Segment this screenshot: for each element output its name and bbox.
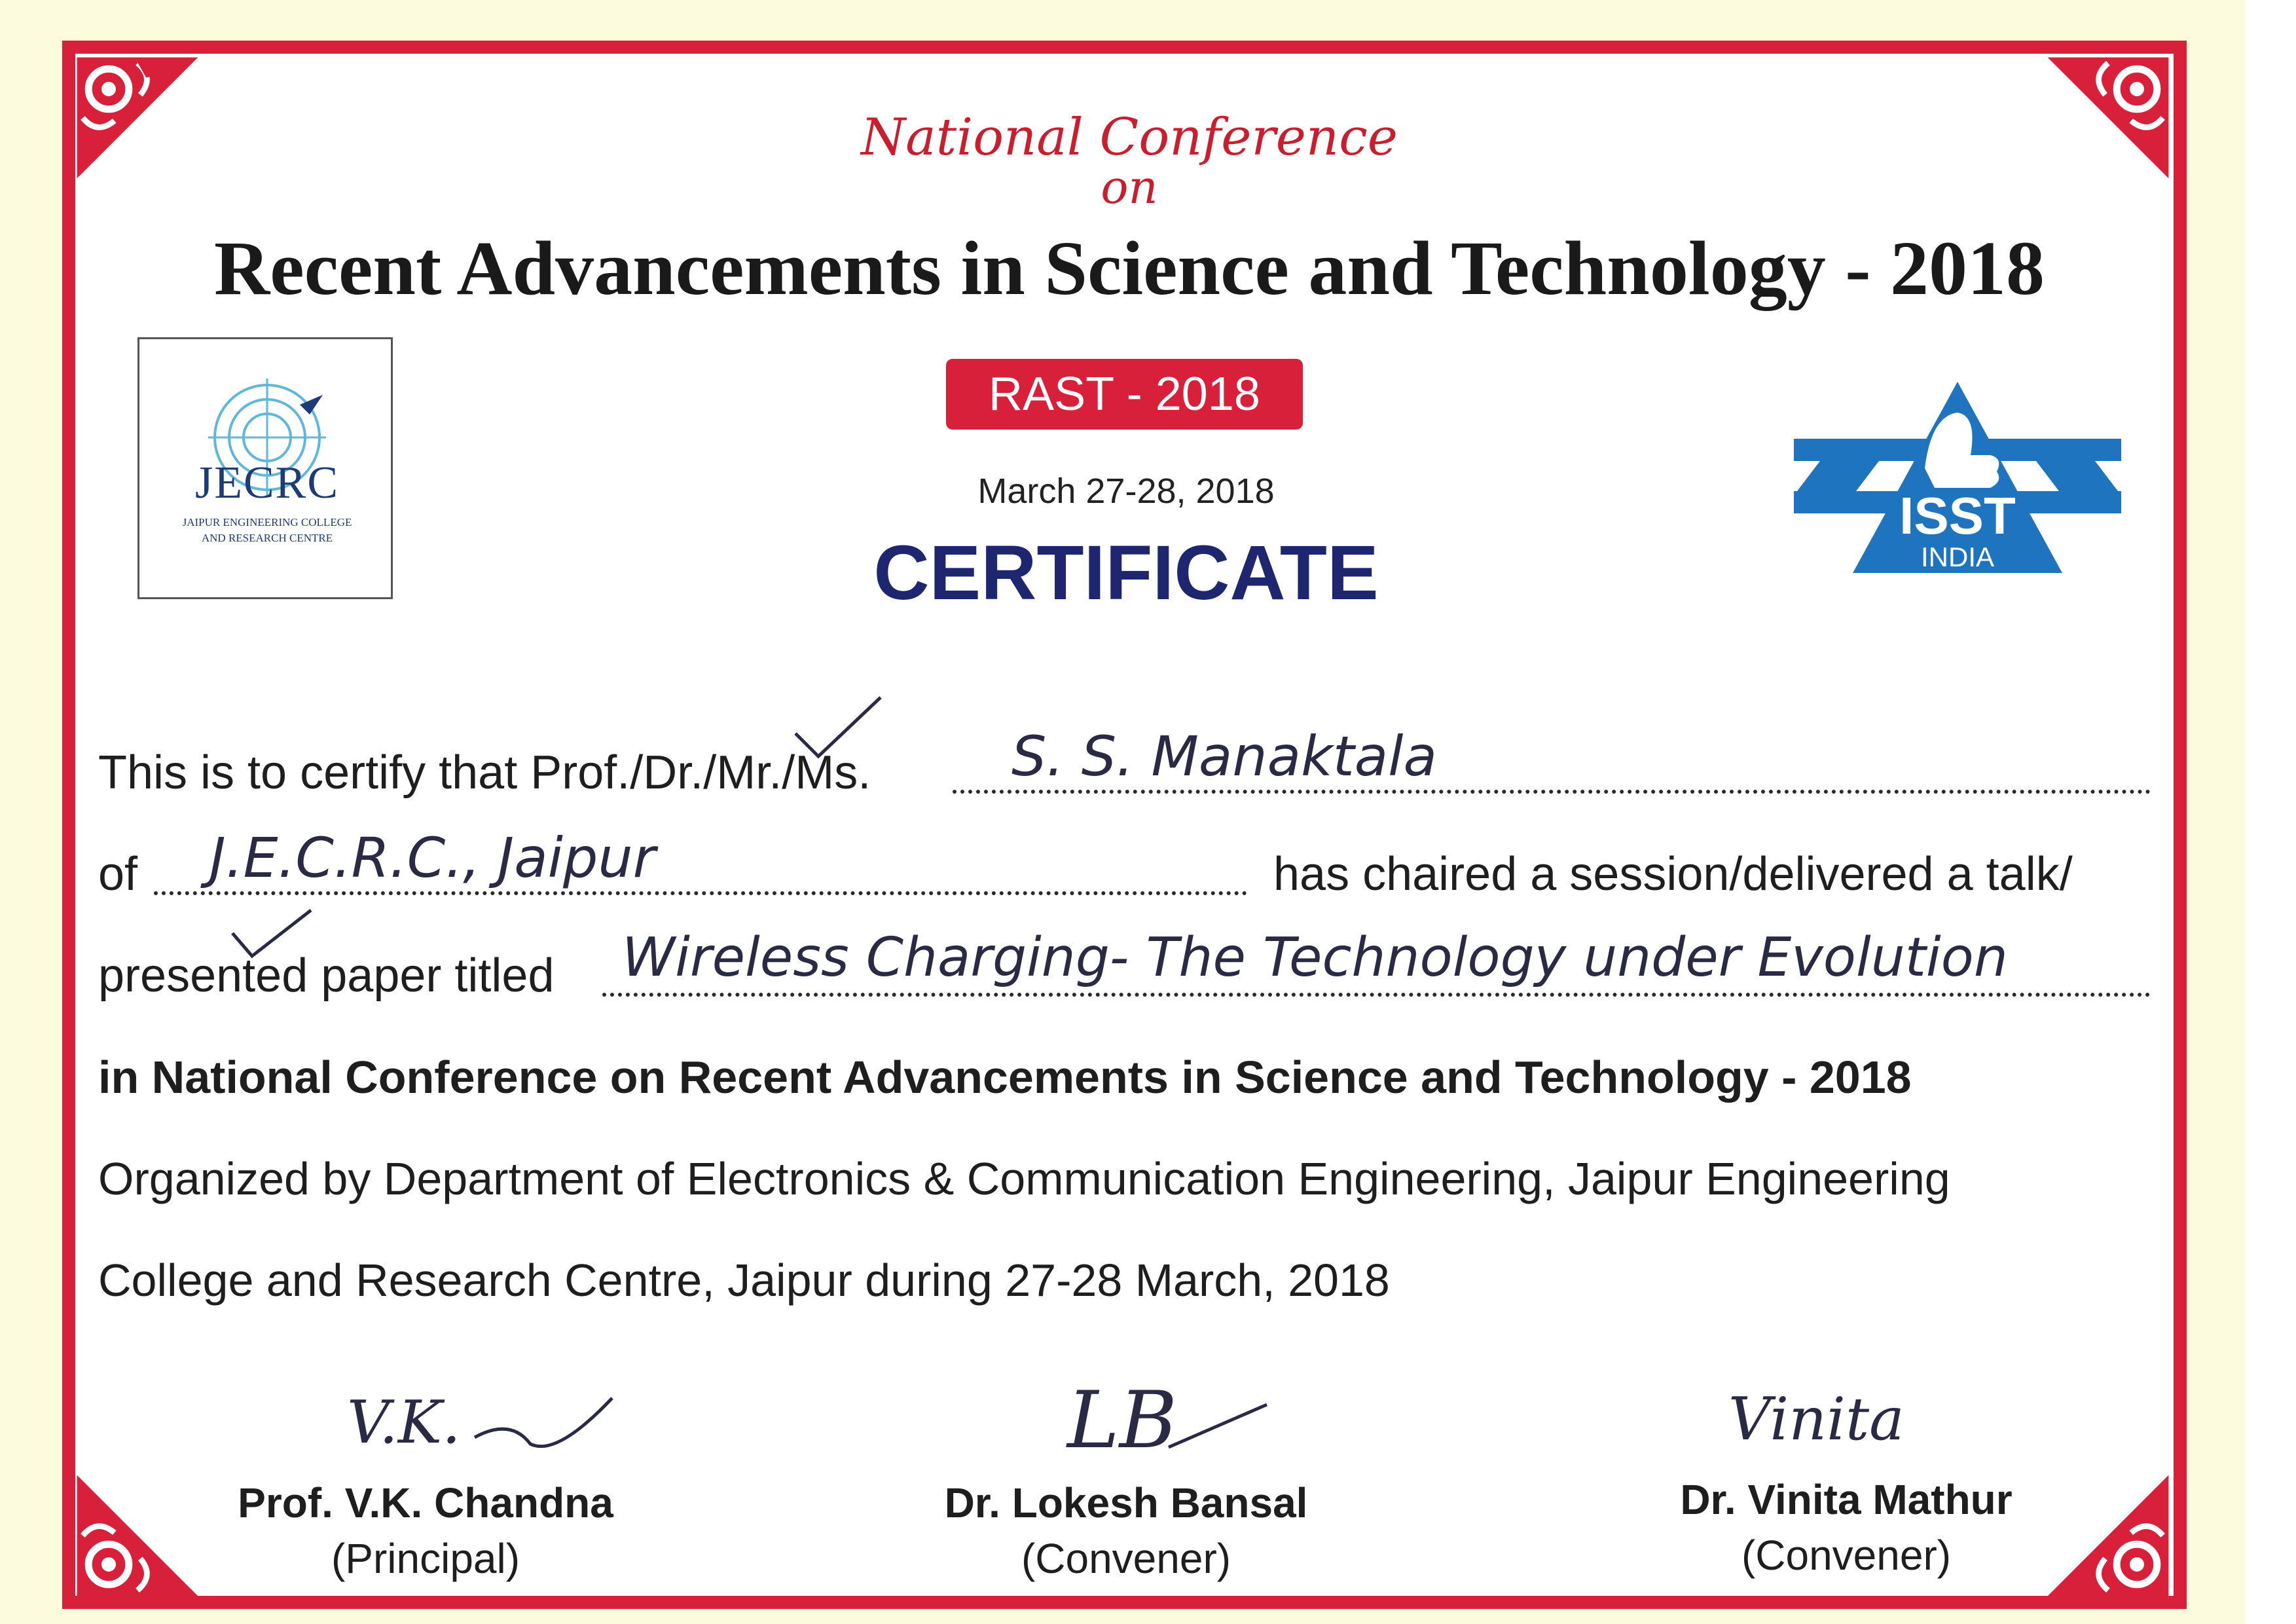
jecrc-subtitle-line2: AND RESEARCH CENTRE — [201, 532, 333, 544]
signature-3: Vinita — [1728, 1385, 1904, 1454]
line-5: Organized by Department of Electronics & Communication Engineering, Jaipur Engineering — [98, 1153, 1950, 1204]
signature-1: V.K. — [347, 1388, 461, 1457]
recipient-name: S. S. Manaktala — [1011, 724, 1437, 788]
signatory-name-2: Dr. Lokesh Bansal — [944, 1479, 1308, 1526]
signature-stroke-icon — [471, 1392, 615, 1457]
signature-stroke-icon — [1165, 1401, 1270, 1454]
signatory-name-1: Prof. V.K. Chandna — [238, 1479, 613, 1526]
signatory-role-1: (Principal) — [331, 1535, 520, 1582]
line3-prefix: presented paper titled — [98, 950, 555, 1002]
jecrc-name: JECRC — [194, 458, 340, 508]
line2-prefix: of — [98, 848, 138, 900]
jecrc-subtitle-line1: JAIPUR ENGINEERING COLLEGE — [182, 516, 352, 528]
jecrc-logo — [137, 337, 393, 599]
isst-name: ISST — [1899, 487, 2016, 545]
jecrc-subtitle — [153, 515, 382, 546]
signatory-role-3: (Convener) — [1741, 1532, 1952, 1579]
isst-logo — [1794, 377, 2121, 586]
line-6: College and Research Centre, Jaipur during 27-28 March, 2018 — [98, 1255, 1390, 1306]
line1-prefix: This is to certify that Prof./Dr./Mr./Ms. — [98, 747, 871, 799]
signatory-name-3: Dr. Vinita Mathur — [1680, 1476, 2013, 1523]
line-4: in National Conference on Recent Advancements in Science and Technology - 2018 — [98, 1052, 1912, 1103]
corner-ornament-icon — [65, 46, 210, 190]
dotted-line — [602, 989, 2151, 997]
paper-title: Wireless Charging- The Technology under Evolution — [622, 927, 2008, 989]
conference-label: National Conference — [861, 108, 1398, 167]
on-label: on — [1101, 160, 1158, 214]
isst-sub: INDIA — [1920, 542, 1995, 572]
rast-badge: RAST - 2018 — [946, 359, 1303, 430]
check-mark-icon — [792, 694, 884, 760]
signature-2: LB — [1067, 1375, 1177, 1466]
line2-suffix: has chaired a session/delivered a talk/ — [1273, 848, 2073, 900]
certificate-title: CERTIFICATE — [873, 530, 1379, 616]
check-mark-icon — [229, 907, 314, 959]
signatory-role-2: (Convener) — [1021, 1535, 1231, 1582]
main-title: Recent Advancements in Science and Technology - 2018 — [214, 225, 2045, 311]
conference-dates: March 27-28, 2018 — [977, 471, 1275, 511]
recipient-affiliation: J.E.C.R.C., Jaipur — [210, 826, 656, 890]
corner-ornament-icon — [2036, 46, 2180, 190]
